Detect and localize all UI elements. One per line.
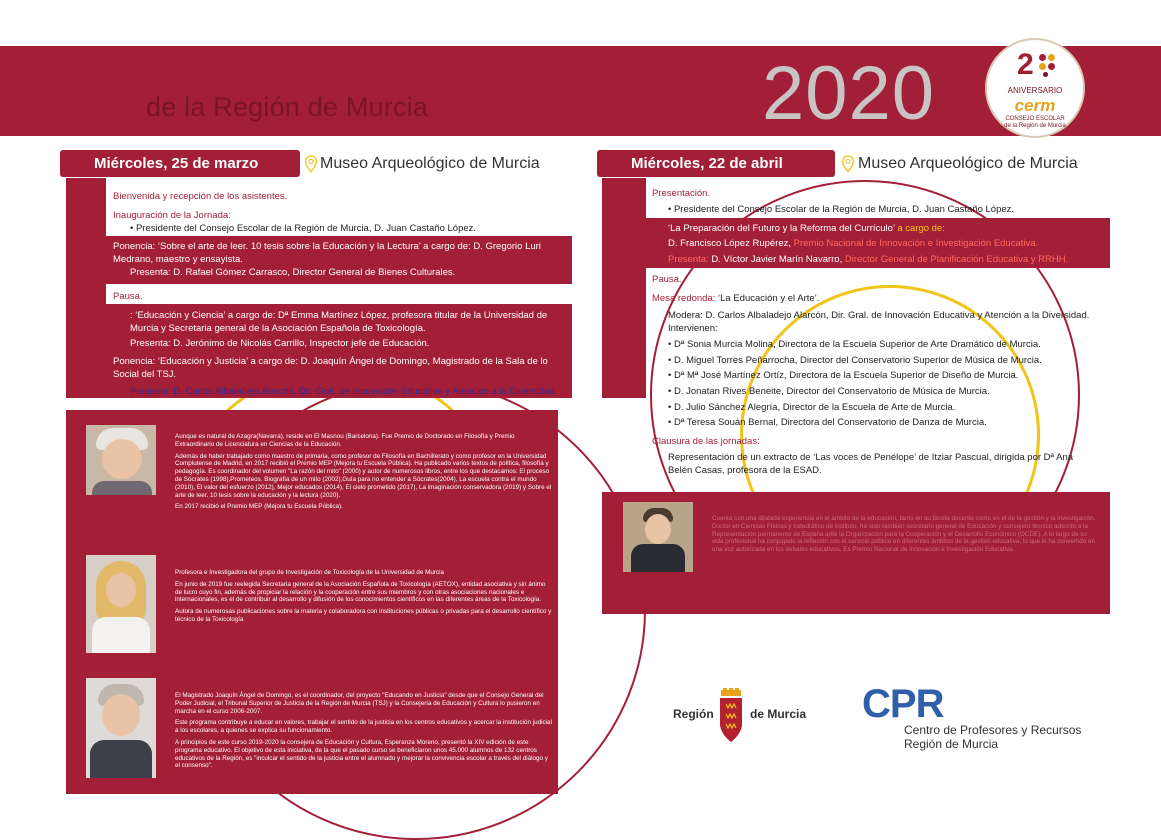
right-presentacion: Presentación. — [652, 188, 711, 199]
left-presenta2: Presenta: D. Jerónimo de Nicolás Carrillo, Inspector jefe de Educación. — [130, 338, 430, 349]
photo-francisco-lopez — [623, 502, 693, 572]
right-ponencia-line2: D. Francisco López Rupérez, Premio Nacional de Innovación e Investigación Educativa. — [668, 238, 1039, 249]
region-label: Región — [673, 707, 714, 721]
right-clausura-detail: Representación de un extracto de ‘Las voces de Penélope’ de Itziar Pascual, dirigida por Dª Ana Belén Casas, profesora de la ESAD. — [668, 452, 1074, 476]
right-program-strip — [602, 178, 646, 398]
right-panelist-4: • D. Jonatan Rives Beneite, Director del Conservatorio de Música de Murcia. — [668, 386, 990, 397]
bio-gregorio-luri: Aunque es natural de Azagra(Navarra), reside en El Masnou (Barcelona). Fue Premio de Doctorado en Filosofía y Premio Extraordinario de Licenciatura en Ciencias de la Educación. Además de haber trabajado como maestro de primaria, como profesor de Filosofía en Bachillerato y como profesor en la Universidad Complutense de Madrid, en 2017 recibió el Premio MEP (Mejora tu Escuela Pública). Ha publicado varios textos de política, filosofía y pedagogía. Es coordinador del volumen "La razón del mito" (2000) y autor de numerosos libros, entre los que destacamos: El proceso de Sócrates (1998),Prometeos. Biografía de un mito (2002),Guía para no entender a Sócrates(2004), La escuela contra el mundo (2010), El valor del esfuerzo (2012), Mejor educados (2014), El cielo prometido (2017), La imaginación conservadora (2019) y Sobre el arte de leer. 10 tesis sobre la educación y la lectura (2020). En 2017 recibió el Premio MEP (Mejora tu Escuela Pública). — [175, 433, 552, 511]
right-mesa: Mesa redonda: ‘La Educación y el Arte’. — [652, 293, 820, 304]
left-presenta1: Presenta: D. Rafael Gómez Carrasco, Director General de Bienes Culturales. — [130, 267, 456, 278]
right-pausa: Pausa. — [652, 274, 682, 285]
right-panelist-6: • Dª Teresa Souán Bernal, Directora del Conservatorio de Danza de Murcia. — [668, 417, 987, 428]
logo-dots-icon — [1039, 54, 1059, 74]
region-label-right: de Murcia — [750, 707, 807, 721]
right-day-tab: Miércoles, 22 de abril — [597, 150, 835, 177]
right-panelist-3: • Dª Mª José Martínez Ortíz, Directora de la Escuela Superior de Diseño de Murcia. — [668, 370, 1019, 381]
cpr-wordmark: CPR — [862, 682, 944, 726]
right-pres-detail: • Presidente del Consejo Escolar de la Región de Murcia, D. Juan Castaño López. — [668, 204, 1015, 215]
right-modera: Modera: D. Carlos Albaladejo Alarcón, Dir. Gral. de Innovación Educativa y Atención a la Diversidad. — [668, 310, 1090, 321]
left-ponencia2: : ‘Educación y Ciencia’ a cargo de: Dª Emma Martínez López, profesora titular de la Universidad de Murcia y Secretaria general de la Asociación Española de Toxicología. — [130, 310, 548, 334]
right-location-pin-icon — [841, 155, 855, 173]
left-program-strip — [66, 178, 106, 398]
right-intervienen: Intervienen: — [668, 323, 718, 334]
cerm-anniversary-logo — [985, 38, 1085, 138]
left-pausa: Pausa. — [113, 291, 143, 302]
left-inaug-title: Inauguración de la Jornada: — [113, 210, 231, 221]
logo-number: 2 — [1017, 48, 1034, 81]
logo-caption: CONSEJO ESCOLAR de la Región de Murcia — [1004, 116, 1066, 129]
right-ponencia-line3: Presenta: D. Víctor Javier Marín Navarro, Director General de Planificación Educativa y RRHH. — [668, 254, 1069, 265]
left-day-tab: Miércoles, 25 de marzo — [60, 150, 300, 177]
bio-emma-martinez: Profesora e Investigadora del grupo de Investigación de Toxicología de la Universidad de Murcia En junio de 2019 fue reelegida Secretaria general de la Asociación Española de Toxicología (AETOX), entidad asociativa y sin ánimo de lucro cuyo fin, además de propiciar la relación y la cooperación entre sus miembros y con otras asociaciones nacionales e internacionales, es el de contribuir al desarrollo y difusión de los conocimientos científicos en las diferentes áreas de la Toxicología. Autora de numerosas publicaciones sobre la materia y colaboradora con instituciones públicas o privadas para el desarrollo científico y técnico de la Toxicología — [175, 569, 552, 623]
year-label: 2020 — [762, 51, 936, 136]
region-murcia-coat-of-arms-icon — [717, 688, 745, 744]
photo-emma-martinez — [86, 555, 156, 653]
bio-joaquin-angel: El Magistrado Joaquín Ángel de Domingo, es el coordinador, del proyecto "Educando en Justicia" desde que el Consejo General del Poder Judicial, el Tribunal Superior de Justicia de la Región de Murcia (TSJ) y la Consejería de Educación y Cultura lo pusieron en marcha en el curso 2006-2007. Este programa contribuye a educar en valores, trabajar el sentido de la justicia en los centros educativos y acercar la institución judicial a los escolares, a quienes se explica su funcionamiento. A principios de este curso 2019-2020 la consejera de Educación y Cultura, Esperanza Moreno, presentó la XIV edición de este programa educativo. El objetivo de esta iniciativa, de la que el pasado curso se beneficiaron unos 45.000 alumnos de 132 centros educativos de la Región, es "inculcar el sentido de la justicia entre el alumnado y mejorar la convivencia escolar a través del diálogo y el consenso". — [175, 692, 552, 770]
left-inaug-detail: • Presidente del Consejo Escolar de la Región de Murcia, D. Juan Castaño López. — [130, 223, 477, 234]
right-panelist-5: • D. Julio Sánchez Alegría, Director de la Escuela de Arte de Murcia. — [668, 402, 956, 413]
right-panelist-1: • Dª Sonia Murcia Molina, Directora de la Escuela Superior de Arte Dramático de Murcia. — [668, 339, 1041, 350]
left-ponencia3: Ponencia: ‘Educación y Justicia’ a cargo de: D. Joaquín Ángel de Domingo, Magistrado de la Sala de lo Social del TSJ. — [113, 356, 548, 380]
logo-aniversario: ANIVERSARIO — [1007, 86, 1063, 95]
cpr-line1: Centro de Profesores y Recursos — [904, 723, 1082, 737]
bio-francisco-lopez: Cuenta con una dilatada experiencia en el ámbito de la educación, tanto en su faceta docente como en el de la gestión y la investigación. Doctor en Ciencias Físicas y catedrático de instituto, ha sido también secretario general de Educación y consejero técnico adscrito a la Representación permanente de España ante la Organización para la Cooperación y el Desarrollo Económico (OCDE). A lo largo de su vida profesional ha conjugado la reflexión con el servicio público en diferentes ámbitos de la gestión educativa, lo que le ha convertido en una voz autorizada en los debates educativos. Es Premio Nacional de Innovación e Investigación Educativa. — [712, 515, 1096, 554]
left-welcome: Bienvenida y recepción de los asistentes. — [113, 191, 288, 202]
right-ponencia-line1: ‘La Preparación del Futuro y la Reforma del Currículo’ a cargo de: — [668, 223, 945, 234]
header-subtitle: de la Región de Murcia — [146, 92, 429, 122]
photo-joaquin-angel — [86, 678, 156, 778]
logo-brand: cerm — [1014, 96, 1056, 115]
left-venue: Museo Arqueológico de Murcia — [320, 155, 540, 172]
right-venue: Museo Arqueológico de Murcia — [858, 155, 1078, 172]
right-clausura: Clausura de las jornadas: — [652, 436, 760, 447]
left-presenta3: Presenta: D. Carlos Albaladejo Alarcón, Dir. Gral. de Innovación Educativa y Atención a la Diversidad. — [130, 386, 558, 397]
cpr-logo — [862, 682, 1082, 751]
region-murcia-logo — [673, 688, 813, 746]
left-ponencia1: Ponencia: ‘Sobre el arte de leer. 10 tesis sobre la Educación y la Lectura’ a cargo de: D. Gregorio Luri Medrano, maestro y ensayista. — [113, 241, 541, 265]
cpr-line2: Región de Murcia — [904, 737, 999, 751]
photo-gregorio-luri — [86, 425, 156, 495]
left-location-pin-icon — [304, 155, 318, 173]
right-panelist-2: • D. Miguel Torres Peñarrocha, Director del Conservatorio Superior de Música de Murcia. — [668, 355, 1042, 366]
